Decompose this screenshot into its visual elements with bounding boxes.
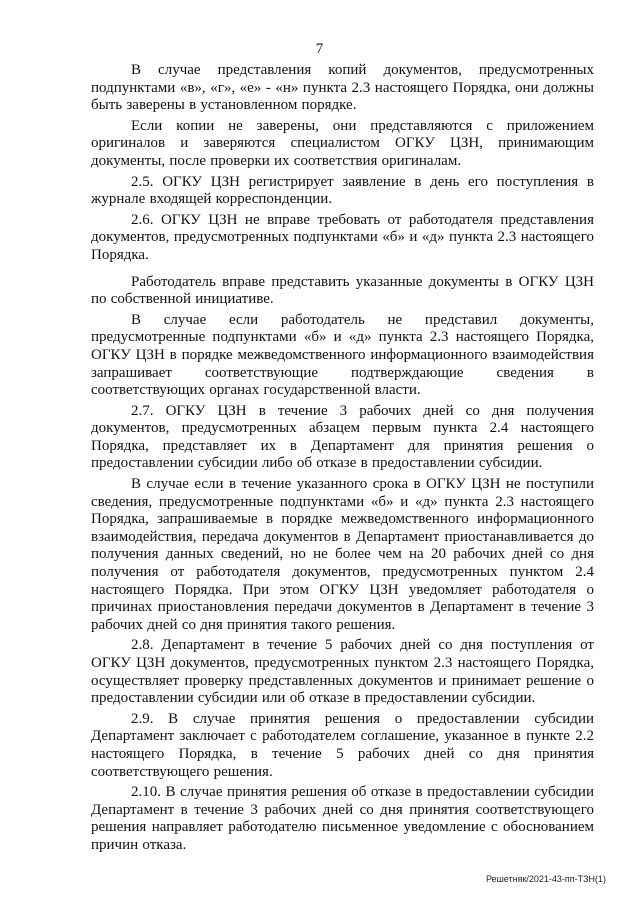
paragraph-2-7: 2.7. ОГКУ ЦЗН в течение 3 рабочих дней со дня получения документов, предусмотренных абзацем первым пункта 2.4 настоящего Порядка, представляет их в Департамент для принятия решения о предоставлении субсидии либо об отказе в предоставлении субсидии. — [91, 402, 594, 472]
paragraph-2-10: 2.10. В случае принятия решения об отказе в предоставлении субсидии Департамент в течение 3 рабочих дней со дня принятия соответствующего решения направляет работодателю письменное уведомление с обоснованием причин отказа. — [91, 784, 594, 853]
document-body — [91, 62, 594, 855]
paragraph-uncertified-copies: Если копии не заверены, они представляются с приложением оригиналов и заверяются специалистом ОГКУ ЦЗН, принимающим документы, после проверки их соответствия оригиналам. — [91, 117, 594, 169]
page-number: 7 — [315, 41, 324, 57]
paragraph-2-8: 2.8. Департамент в течение 5 рабочих дней со дня поступления от ОГКУ ЦЗН документов, предусмотренных пунктом 2.3 настоящего Порядка, осуществляет проверку представленных документов и принимает решение о предоставлении субсидии или об отказе в предоставлении субсидии. — [91, 637, 594, 707]
paragraph-2-6: 2.6. ОГКУ ЦЗН не вправе требовать от работодателя представления документов, предусмотренных подпунктами «б» и «д» пункта 2.3 настоящего Порядка. — [91, 211, 594, 263]
paragraph-2-9: 2.9. В случае принятия решения о предоставлении субсидии Департамент заключает с работодателем соглашение, указанное в пункте 2.2 настоящего Порядка, в течение 5 рабочих дней со дня принятия соответствующего решения. — [91, 710, 594, 780]
document-footer-code: Решетняк/2021-43-пп-ТЗН(1) — [485, 874, 606, 884]
paragraph-copies-certification: В случае представления копий документов, предусмотренных подпунктами «в», «г», «е» - «н» пункта 2.3 настоящего Порядка, они должны быть заверены в установленном порядке. — [91, 62, 594, 114]
paragraph-employer-initiative: Работодатель вправе представить указанные документы в ОГКУ ЦЗН по собственной инициативе. — [91, 273, 594, 308]
paragraph-2-5: 2.5. ОГКУ ЦЗН регистрирует заявление в день его поступления в журнале входящей корреспонденции. — [91, 173, 594, 208]
paragraph-suspension: В случае если в течение указанного срока в ОГКУ ЦЗН не поступили сведения, предусмотренные подпунктами «б» и «д» пункта 2.3 настоящего Порядка, запрашиваемые в порядке межведомственного информационного взаимодействия, передача документов в Департамент приостанавливается до получения данных сведений, но не более чем на 20 рабочих дней со дня получения от работодателя документов, предусмотренных пунктом 2.4 настоящего Порядка. При этом ОГКУ ЦЗН уведомляет работодателя о причинах приостановления передачи документов в Департамент в течение 3 рабочих дней со дня принятия такого решения. — [91, 476, 594, 633]
paragraph-interagency-request: В случае если работодатель не представил документы, предусмотренные подпунктами «б» и «д» пункта 2.3 настоящего Порядка, ОГКУ ЦЗН в порядке межведомственного информационного взаимодействия запрашивает соответствующие подтверждающие сведения в соответствующих органах государственной власти. — [91, 311, 594, 399]
